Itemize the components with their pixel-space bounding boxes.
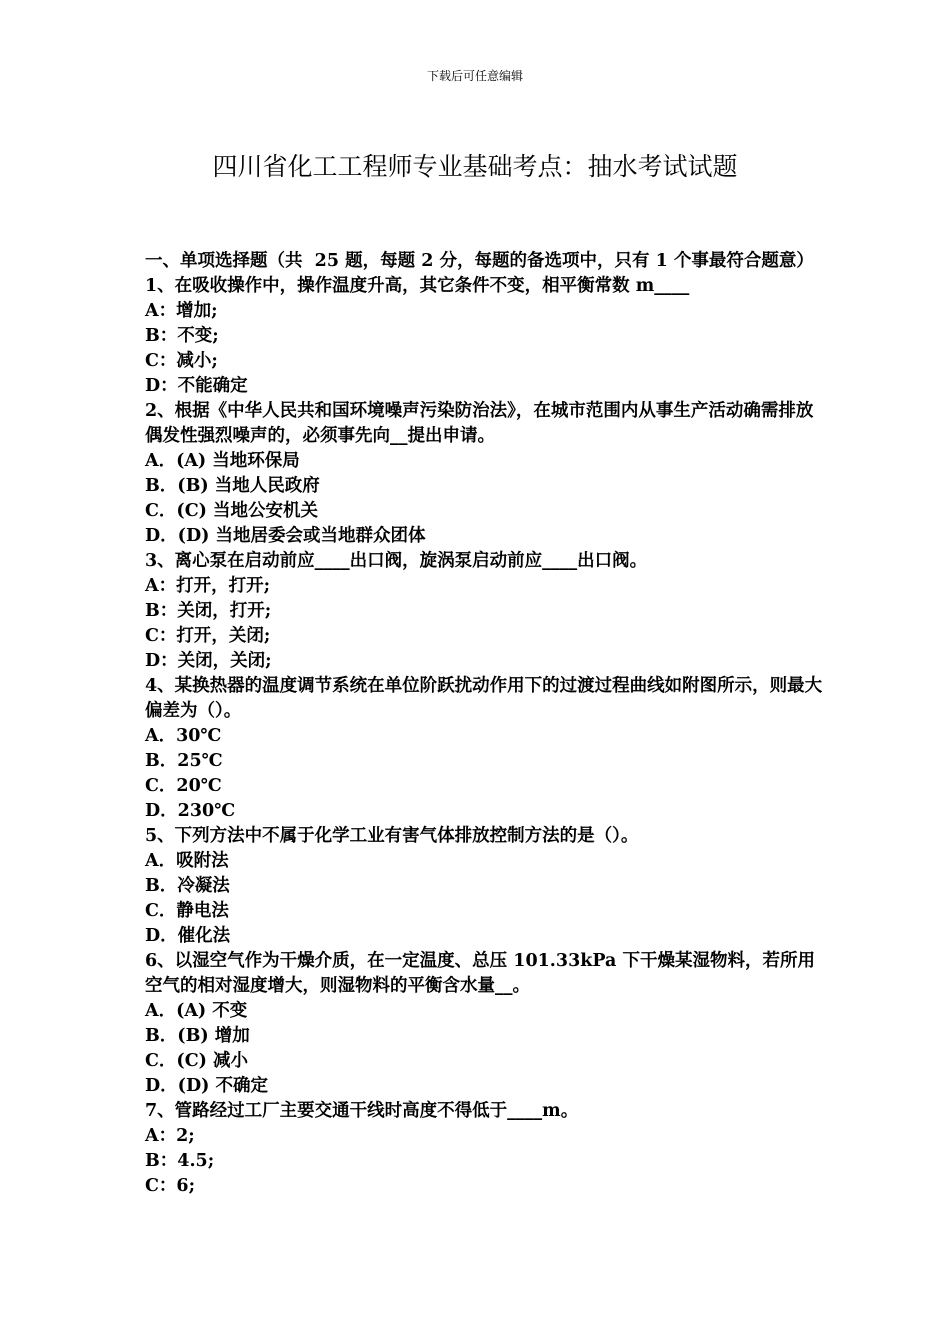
question-text: 4、某换热器的温度调节系统在单位阶跃扰动作用下的过渡过程曲线如附图所示，则最大偏差为（）。 — [145, 676, 823, 721]
question-6 — [145, 949, 825, 1099]
question-text: 7、管路经过工厂主要交通干线时高度不得低于____m。 — [145, 1101, 579, 1121]
option-d: D：不能确定 — [145, 376, 248, 396]
option-d: D．230℃ — [145, 801, 236, 821]
question-4 — [145, 674, 825, 824]
option-c: C．静电法 — [145, 901, 229, 921]
option-d: D．(D) 当地居委会或当地群众团体 — [145, 526, 426, 546]
option-b: B：不变; — [145, 326, 219, 346]
option-d: D：关闭，关闭; — [145, 651, 272, 671]
section-heading: 一、单项选择题（共 25 题，每题 2 分，每题的备选项中，只有 1 个事最符合题意） — [145, 251, 814, 271]
option-b: B：4.5; — [145, 1151, 215, 1171]
question-1 — [145, 274, 825, 399]
document-title: 四川省化工工程师专业基础考点：抽水考试试题 — [212, 152, 738, 181]
option-a: A：打开，打开; — [145, 576, 271, 596]
option-c: C：6; — [145, 1176, 196, 1196]
option-c: C：减小; — [145, 351, 218, 371]
question-text: 5、下列方法中不属于化学工业有害气体排放控制方法的是（）。 — [145, 826, 639, 846]
option-a: A：2; — [145, 1126, 195, 1146]
question-5 — [145, 824, 825, 949]
option-a: A：增加; — [145, 301, 218, 321]
option-d: D．(D) 不确定 — [145, 1076, 269, 1096]
question-text: 2、根据《中华人民共和国环境噪声污染防治法》，在城市范围内从事生产活动确需排放偶发性强烈噪声的，必须事先向__提出申请。 — [145, 401, 814, 446]
question-text: 3、离心泵在启动前应____出口阀，旋涡泵启动前应____出口阀。 — [145, 551, 648, 571]
option-a: A．30℃ — [145, 726, 222, 746]
option-b: B．冷凝法 — [145, 876, 230, 896]
question-7 — [145, 1099, 825, 1199]
question-text: 1、在吸收操作中，操作温度升高，其它条件不变，相平衡常数 m____ — [145, 276, 690, 296]
option-b: B．(B) 增加 — [145, 1026, 250, 1046]
option-c: C．(C) 减小 — [145, 1051, 249, 1071]
question-2 — [145, 399, 825, 549]
header-note: 下载后可任意编辑 — [426, 69, 523, 83]
option-b: B：关闭，打开; — [145, 601, 272, 621]
option-a: A．(A) 当地环保局 — [145, 451, 300, 471]
question-content — [145, 249, 825, 1199]
option-a: A．(A) 不变 — [145, 1001, 248, 1021]
question-text: 6、以湿空气作为干燥介质，在一定温度、总压 101.33kPa 下干燥某湿物料，若所用空气的相对湿度增大，则湿物料的平衡含水量__。 — [145, 951, 815, 996]
question-3 — [145, 549, 825, 674]
option-c: C：打开，关闭; — [145, 626, 271, 646]
option-b: B．(B) 当地人民政府 — [145, 476, 320, 496]
option-a: A．吸附法 — [145, 851, 229, 871]
option-c: C．(C) 当地公安机关 — [145, 501, 319, 521]
option-d: D．催化法 — [145, 926, 231, 946]
option-c: C．20℃ — [145, 776, 222, 796]
option-b: B．25℃ — [145, 751, 223, 771]
